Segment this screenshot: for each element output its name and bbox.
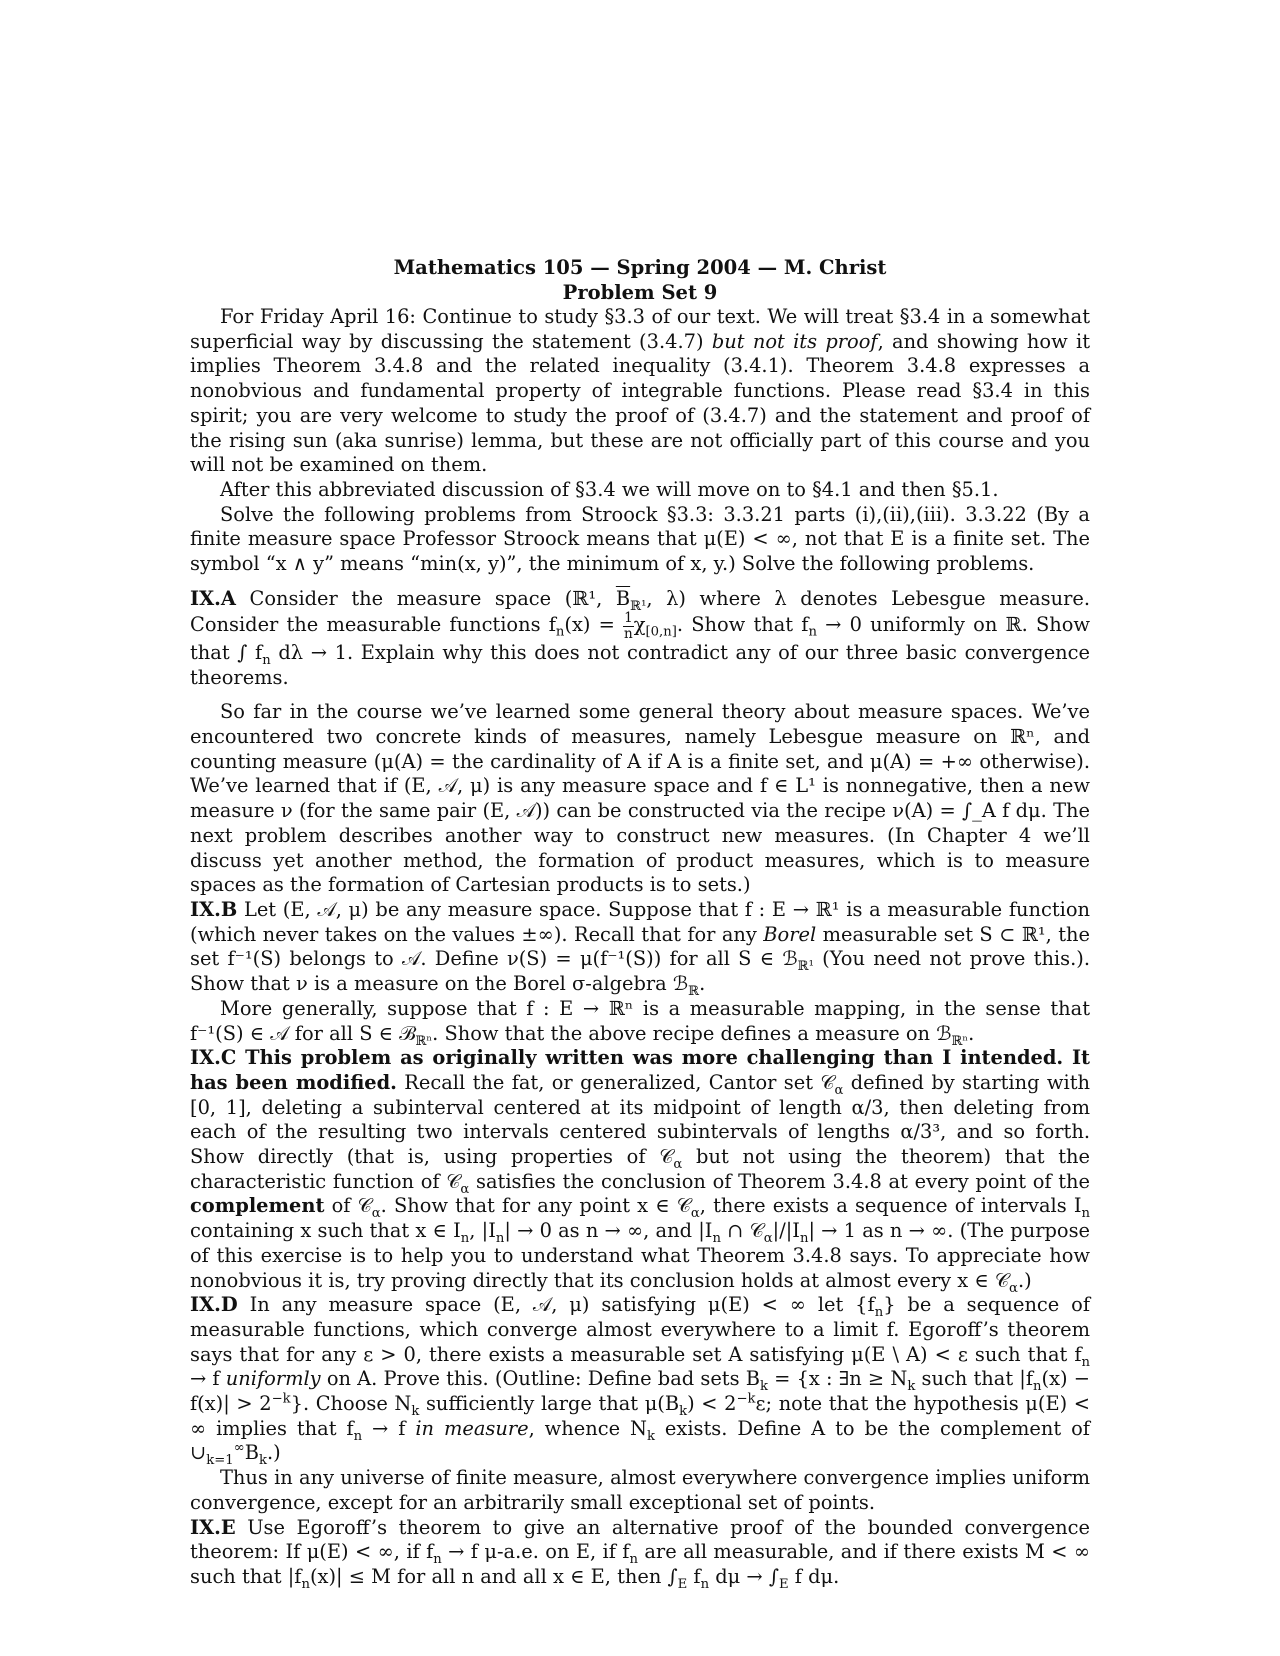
intro-paragraph-2: After this abbreviated discussion of §3.4 we will move on to §4.1 and then §5.1.: [220, 477, 999, 501]
problem-ix-b-generalization: More generally, suppose that f : E → ℝⁿ is a measurable mapping, in the sense that f⁻¹(S) ∈ 𝒜 for all S ∈ ℬ$_{ℝ^n}$. Show that the above recipe defines a measure on ℬ$_{ℝ^n}$.: [190, 996, 1090, 1049]
problem-ix-e: IX.E Use Egoroff’s theorem to give an alternative proof of the bounded convergence theorem: If μ(E) < ∞, if $f_n \to f$ μ-a.e. on E, if $f_n$ are all measurable, and if there exists M < ∞ such that $|f_n(x)| \le M$ for all n and all x ∈ E, then $\int_E$ $f_n$ $d\mu \to \int_E$ f dμ.: [190, 1515, 1090, 1592]
problem-ix-d-remark: Thus in any universe of finite measure, almost everywhere convergence implies uniform convergence, except for an arbitrarily small exceptional set of points.: [190, 1466, 1090, 1514]
problem-set-title: Problem Set 9: [562, 281, 718, 304]
problem-ix-b: IX.B Let (E, 𝒜, μ) be any measure space. Suppose that f : E → ℝ¹ is a measurable function (which never takes on the values ±∞). Recall that for any Borel measurable set S ⊂ ℝ¹, the set f⁻¹(S) belongs to 𝒜. Define ν(S) = μ(f⁻¹(S)) for all S ∈ ℬ$_{ℝ^1}$ (You need not prove this.). Show that ν is a measure on the Borel σ-algebra ℬ$_ℝ$.: [190, 898, 1090, 999]
problem-label: IX.A: [190, 586, 236, 610]
problem-label: IX.E: [190, 1515, 236, 1539]
problem-label: IX.B: [190, 898, 238, 921]
intro-paragraph-1: For Friday April 16: Continue to study §3.3 of our text. We will treat §3.4 in a somewhat superficial way by discussing the statement (3.4.7) but not its proof, and showing how it implies Theorem 3.4.8 and the related inequality (3.4.1). Theorem 3.4.8 expresses a nonobvious and fundamental property of integrable functions. Please read §3.4 in this spirit; you are very welcome to study the proof of (3.4.7) and the statement and proof of the rising sun (aka sunrise) lemma, but these are not officially part of this course and you will not be examined on them.: [190, 305, 1090, 477]
intro-paragraph-3: Solve the following problems from Stroock §3.3: 3.3.21 parts (i),(ii),(iii). 3.3.22 (By a finite measure space Professor Stroock means that μ(E) < ∞, not that E is a finite set. The symbol “x ∧ y” means “min(x, y)”, the minimum of x, y.) Solve the following problems.: [190, 502, 1090, 576]
problem-ix-a: IX.A Consider the measure space (ℝ¹, $\overline{B}_{ℝ^1}$, λ) where λ denotes Lebesgue measure. Consider the measurable functions $f_n(x)$ = $\frac{1}{n}$ $\chi_{[0,n]}$. Show that $f_n \to 0$ uniformly on ℝ. Show that ∫ $f_n$ dλ → 1. Explain why this does not contradict any of our three basic convergence theorems.: [190, 586, 1091, 689]
problem-ix-c: IX.C This problem as originally written was more challenging than I intended. It has been modified. Recall the fat, or generalized, Cantor set 𝒞$_\alpha$ defined by starting with [0, 1], deleting a subinterval centered at its midpoint of length α/3, then deleting from each of the resulting two intervals centered subintervals of lengths α/3³, and so forth. Show directly (that is, using properties of 𝒞$_\alpha$ but not using the theorem) that the characteristic function of 𝒞$_\alpha$ satisfies the conclusion of Theorem 3.4.8 at every point of the complement of 𝒞$_\alpha$. Show that for any point x ∈ 𝒞$_\alpha$, there exists a sequence of intervals $I_n$ containing x such that x ∈ $I_n$, $|I_n| \to 0$ as n → ∞, and $|I_n$ ∩ $𝒞_\alpha|/|I_n| \to 1$ as n → ∞. (The purpose of this exercise is to help you to understand what Theorem 3.4.8 says. To appreciate how nonobvious it is, try proving directly that its conclusion holds at almost every x ∈ 𝒞$_\alpha$.): [190, 1046, 1091, 1296]
discussion-paragraph: So far in the course we’ve learned some general theory about measure spaces. We’ve encountered two concrete kinds of measures, namely Lebesgue measure on ℝⁿ, and counting measure (μ(A) = the cardinality of A if A is a finite set, and μ(A) = +∞ otherwise). We’ve learned that if (E, 𝒜, μ) is any measure space and f ∈ L¹ is nonnegative, then a new measure ν (for the same pair (E, 𝒜)) can be constructed via the recipe ν(A) = ∫_A f dμ. The next problem describes another way to construct new measures. (In Chapter 4 we’ll discuss yet another method, the formation of product measures, which is to measure spaces as the formation of Cartesian products is to sets.): [190, 700, 1090, 897]
problem-label: IX.D: [190, 1293, 238, 1317]
document-page: [190, 255, 1090, 1590]
course-title: Mathematics 105 — Spring 2004 — M. Christ: [393, 256, 887, 279]
problem-ix-d: IX.D In any measure space (E, 𝒜, μ) satisfying μ(E) < ∞ let $\{f_n\}$ be a sequence of measurable functions, which converge almost everywhere to a limit f. Egoroff’s theorem says that for any ε > 0, there exists a measurable set A satisfying μ(E \ A) < ε such that $f_n \to f$ uniformly on A. Prove this. (Outline: Define bad sets $B_k = \{x$ : ∃n ≥ $N_k$ such that $|f_n(x) - f(x)| > 2^{-k}$}. Choose $N_k$ sufficiently large that $\mu(B_k) < 2^{-k}\varepsilon$; note that the hypothesis μ(E) < ∞ implies that $f_n \to f$ in measure, whence $N_k$ exists. Define A to be the complement of $\cup_{k=1}^\infty B_k$.): [190, 1293, 1091, 1469]
fraction: $\frac{1}{n}$: [624, 610, 633, 642]
problem-label: IX.C: [190, 1046, 237, 1070]
